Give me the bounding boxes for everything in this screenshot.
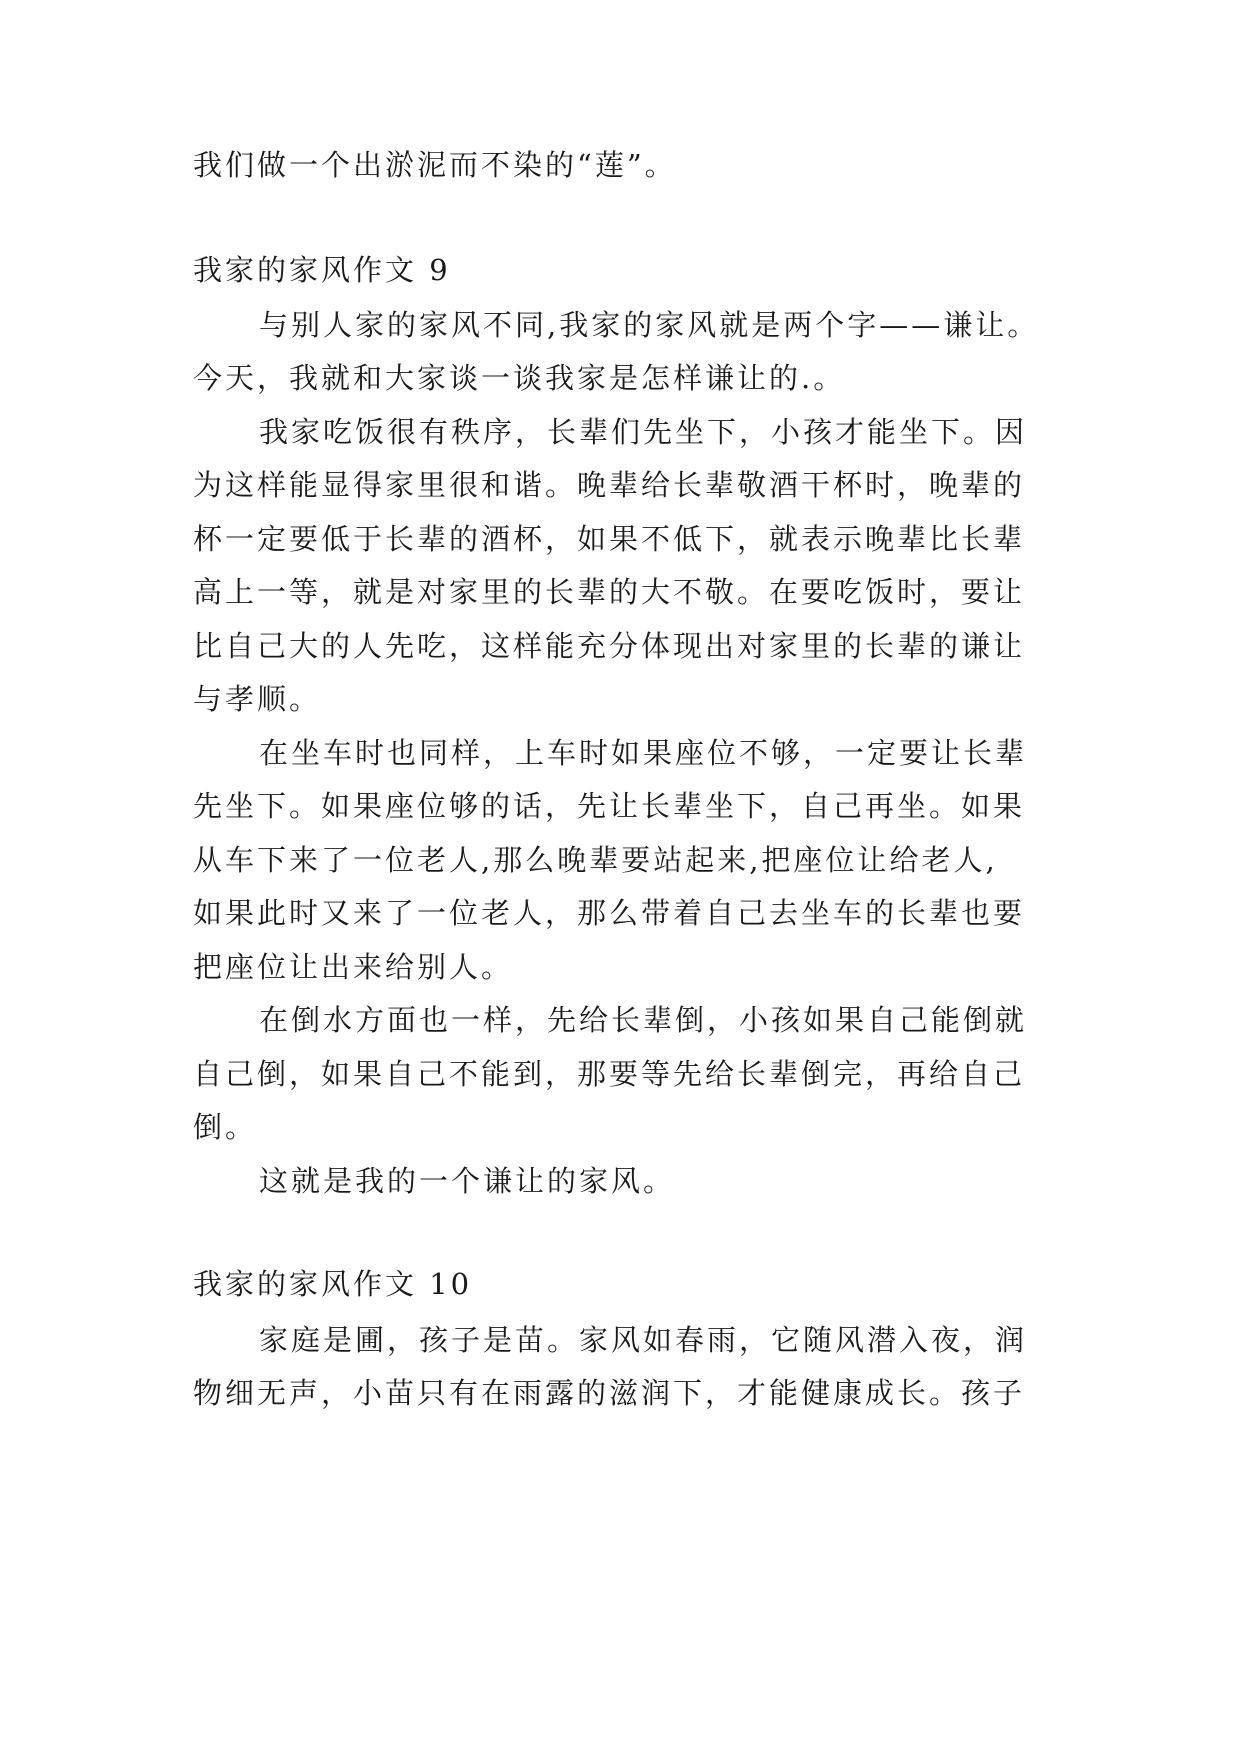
paragraph-line: 倒。 [193,1110,258,1144]
section-heading: 我家的家风作文 10 [193,1267,473,1301]
paragraph-line: 自己倒，如果自己不能到，那要等先给长辈倒完，再给自己 [193,1057,1026,1091]
paragraph-line: 比自己大的人先吃，这样能充分体现出对家里的长辈的谦让 [193,629,1026,663]
paragraph-line: 为这样能显得家里很和谐。晚辈给长辈敬酒干杯时，晚辈的 [193,468,1026,502]
paragraph-line: 家庭是圃，孩子是苗。家风如春雨，它随风潜入夜，润 [259,1323,1028,1357]
paragraph-line: 高上一等，就是对家里的长辈的大不敬。在要吃饭时，要让 [193,575,1026,609]
paragraph-line: 我们做一个出淤泥而不染的“莲”。 [193,148,677,182]
paragraph-line: 如果此时又来了一位老人，那么带着自己去坐车的长辈也要 [193,896,1026,930]
paragraph-line: 与别人家的家风不同,我家的家风就是两个字——谦让。 [259,308,1040,342]
paragraph-line: 杯一定要低于长辈的酒杯，如果不低下，就表示晚辈比长辈 [193,522,1026,556]
paragraph-line: 今天，我就和大家谈一谈我家是怎样谦让的.。 [193,361,846,395]
section-heading: 我家的家风作文 9 [193,253,451,287]
paragraph-line: 我家吃饭很有秩序，长辈们先坐下，小孩才能坐下。因 [259,415,1028,449]
paragraph-line: 先坐下。如果座位够的话，先让长辈坐下，自己再坐。如果 [193,789,1026,823]
paragraph-line: 与孝顺。 [193,682,322,716]
paragraph-line: 物细无声，小苗只有在雨露的滋润下，才能健康成长。孩子 [193,1376,1026,1410]
paragraph-line: 把座位让出来给别人。 [193,950,514,984]
paragraph-line: 这就是我的一个谦让的家风。 [259,1164,676,1198]
paragraph-line: 在坐车时也同样，上车时如果座位不够，一定要让长辈 [259,736,1028,770]
paragraph-line: 从车下来了一位老人,那么晚辈要站起来,把座位让给老人, [193,843,998,877]
paragraph-line: 在倒水方面也一样，先给长辈倒，小孩如果自己能倒就 [259,1003,1028,1037]
